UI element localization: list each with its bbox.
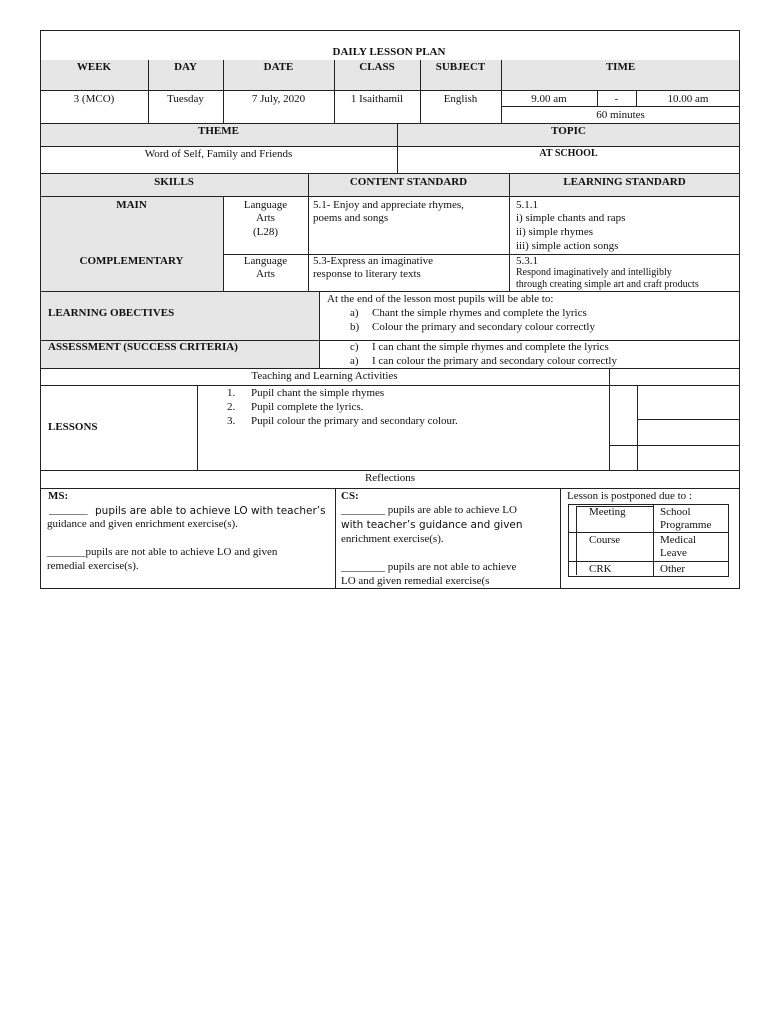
cs-not-text2: LO and given remedial exercise(s [341, 575, 490, 587]
ms-not-text: _______pupils are not able to achieve LO and given [47, 546, 278, 558]
subject-header: SUBJECT [435, 61, 486, 73]
date-value: 7 July, 2020 [251, 93, 306, 105]
assessment-marker: a) [350, 355, 359, 367]
option-medical-leave: Medical [660, 534, 697, 546]
ms-label: MS: [48, 490, 69, 502]
theme-header: THEME [198, 125, 239, 137]
postponed-label: Lesson is postponed due to : [567, 490, 692, 502]
content-standard-header: CONTENT STANDARD [349, 176, 468, 188]
time-header: TIME [605, 61, 636, 73]
option-medical-leave: Leave [660, 547, 687, 559]
lesson-text: Pupil colour the primary and secondary colour. [251, 415, 458, 427]
time-end: 10.00 am [667, 93, 709, 105]
lesson-text: Pupil chant the simple rhymes [251, 387, 385, 399]
week-value: 3 (MCO) [73, 93, 115, 105]
option-school-programme: Programme [660, 519, 712, 531]
main-learning-line: ii) simple rhymes [516, 226, 593, 238]
complementary-label: COMPLEMENTARY [79, 255, 184, 267]
time-start: 9.00 am [531, 93, 567, 105]
objective-marker: b) [350, 321, 360, 333]
main-skill-line: Arts [256, 212, 275, 224]
assessment-text: I can chant the simple rhymes and complete the lyrics [372, 341, 609, 353]
main-learning-line: i) simple chants and raps [516, 212, 626, 224]
time-separator: - [614, 93, 619, 105]
learning-standard-header: LEARNING STANDARD [563, 176, 686, 188]
page-title: DAILY LESSON PLAN [332, 46, 446, 58]
comp-learning-line: through creating simple art and craft products [516, 279, 699, 290]
option-crk: CRK [589, 563, 612, 575]
objectives-label: LEARNING OBECTIVES [48, 307, 175, 319]
assessment-text: I can colour the primary and secondary colour correctly [372, 355, 617, 367]
main-learning-line: 5.1.1 [516, 199, 538, 211]
ms-achieve-text: pupils are able to achieve LO with teacher’s [95, 505, 326, 517]
objective-text: Chant the simple rhymes and complete the lyrics [372, 307, 587, 319]
cs-achieve-text2: with teacher’s guidance and given [341, 519, 523, 531]
lesson-text: Pupil complete the lyrics. [251, 401, 364, 413]
activities-header: Teaching and Learning Activities [251, 370, 398, 382]
class-value: 1 Isaithamil [350, 93, 404, 105]
ms-achieve-blank: _______ [49, 504, 88, 516]
skills-header: SKILLS [154, 176, 194, 188]
cs-label: CS: [341, 490, 359, 502]
main-skill-line: (L28) [252, 226, 279, 238]
subject-value: English [443, 93, 478, 105]
class-header: CLASS [359, 61, 395, 73]
day-value: Tuesday [167, 93, 204, 105]
topic-header: TOPIC [551, 125, 586, 137]
assessment-label: ASSESSMENT (SUCCESS CRITERIA) [48, 341, 238, 353]
theme-value: Word of Self, Family and Friends [144, 148, 293, 160]
comp-learning-line: Respond imaginatively and intelligibly [516, 267, 672, 278]
lesson-marker: 2. [227, 401, 236, 413]
option-other: Other [660, 563, 686, 575]
ms-achieve-text2: guidance and given enrichment exercise(s). [47, 518, 238, 530]
comp-content-line: response to literary texts [313, 268, 421, 280]
cs-not-text: ________ pupils are not able to achieve [341, 561, 517, 573]
lessons-label: LESSONS [48, 421, 98, 433]
topic-value: AT SCHOOL [539, 148, 598, 159]
objectives-intro: At the end of the lesson most pupils will be able to: [327, 293, 554, 305]
main-learning-line: iii) simple action songs [516, 240, 619, 252]
objective-marker: a) [350, 307, 359, 319]
day-header: DAY [174, 61, 197, 73]
main-content-line: 5.1- Enjoy and appreciate rhymes, [313, 199, 464, 211]
option-school-programme: School [660, 506, 691, 518]
comp-skill-line: Language [243, 255, 288, 267]
option-meeting: Meeting [589, 506, 626, 518]
option-course: Course [589, 534, 621, 546]
assessment-marker: c) [350, 341, 359, 353]
main-content-line: poems and songs [313, 212, 389, 224]
main-skill-line: Language [243, 199, 288, 211]
date-header: DATE [263, 61, 294, 73]
comp-skill-line: Arts [256, 268, 275, 280]
week-header: WEEK [76, 61, 112, 73]
main-label: MAIN [116, 199, 147, 211]
lesson-marker: 3. [227, 415, 236, 427]
duration: 60 minutes [596, 109, 645, 121]
ms-not-text2: remedial exercise(s). [47, 560, 139, 572]
cs-achieve-text3: enrichment exercise(s). [341, 533, 444, 545]
comp-content-line: 5.3-Express an imaginative [313, 255, 434, 267]
cs-achieve-text: ________ pupils are able to achieve LO [341, 504, 517, 516]
reflections-header: Reflections [364, 472, 416, 484]
comp-learning-line: 5.3.1 [516, 255, 538, 267]
objective-text: Colour the primary and secondary colour correctly [372, 321, 595, 333]
lesson-marker: 1. [227, 387, 236, 399]
